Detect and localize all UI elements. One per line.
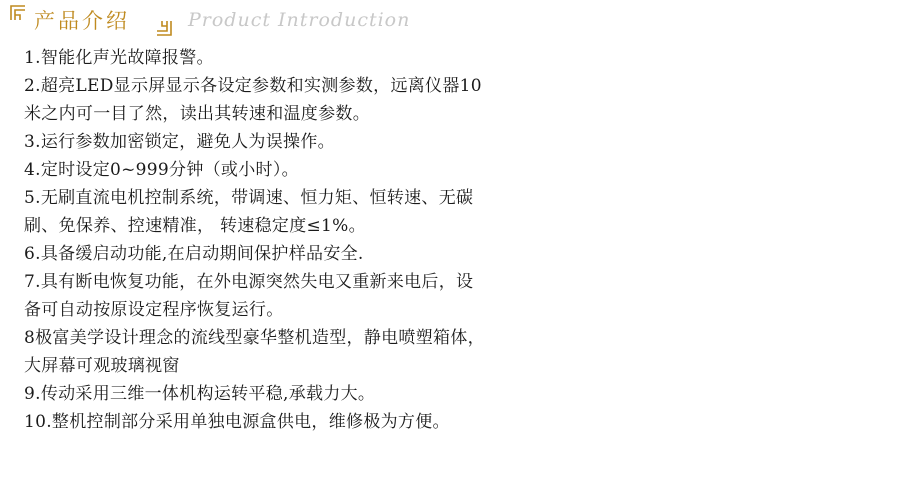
corner-ornament-icon <box>156 20 172 36</box>
text-line: 刷、免保养、控速精准， 转速稳定度≤1%。 <box>24 216 366 236</box>
text-line: 2.超亮LED显示屏显示各设定参数和实测参数，远离仪器10 <box>24 76 482 96</box>
text-line: 10.整机控制部分采用单独电源盒供电，维修极为方便。 <box>24 412 450 432</box>
corner-ornament-icon <box>10 5 26 21</box>
text-line: 6.具备缓启动功能,在启动期间保护样品安全. <box>24 244 364 264</box>
text-line: 备可自动按原设定程序恢复运行。 <box>24 300 284 320</box>
text-line: 米之内可一目了然，读出其转速和温度参数。 <box>24 104 370 124</box>
text-line: 4.定时设定0~999分钟（或小时）。 <box>24 160 299 180</box>
text-line: 5.无刷直流电机控制系统，带调速、恒力矩、恒转速、无碳 <box>24 188 474 208</box>
text-line: 8极富美学设计理念的流线型豪华整机造型，静电喷塑箱体， <box>24 328 485 348</box>
text-line: 3.运行参数加密锁定，避免人为误操作。 <box>24 132 335 152</box>
section-title-cn: 产品介绍 <box>34 9 130 33</box>
feature-list <box>24 44 614 436</box>
text-line: 1.智能化声光故障报警。 <box>24 48 214 68</box>
section-title-en: Product Introduction <box>188 9 411 31</box>
text-line: 7.具有断电恢复功能，在外电源突然失电又重新来电后，设 <box>24 272 474 292</box>
text-line: 大屏幕可观玻璃视窗 <box>24 356 180 376</box>
text-line: 9.传动采用三维一体机构运转平稳,承载力大。 <box>24 384 376 404</box>
section-header <box>8 2 888 38</box>
